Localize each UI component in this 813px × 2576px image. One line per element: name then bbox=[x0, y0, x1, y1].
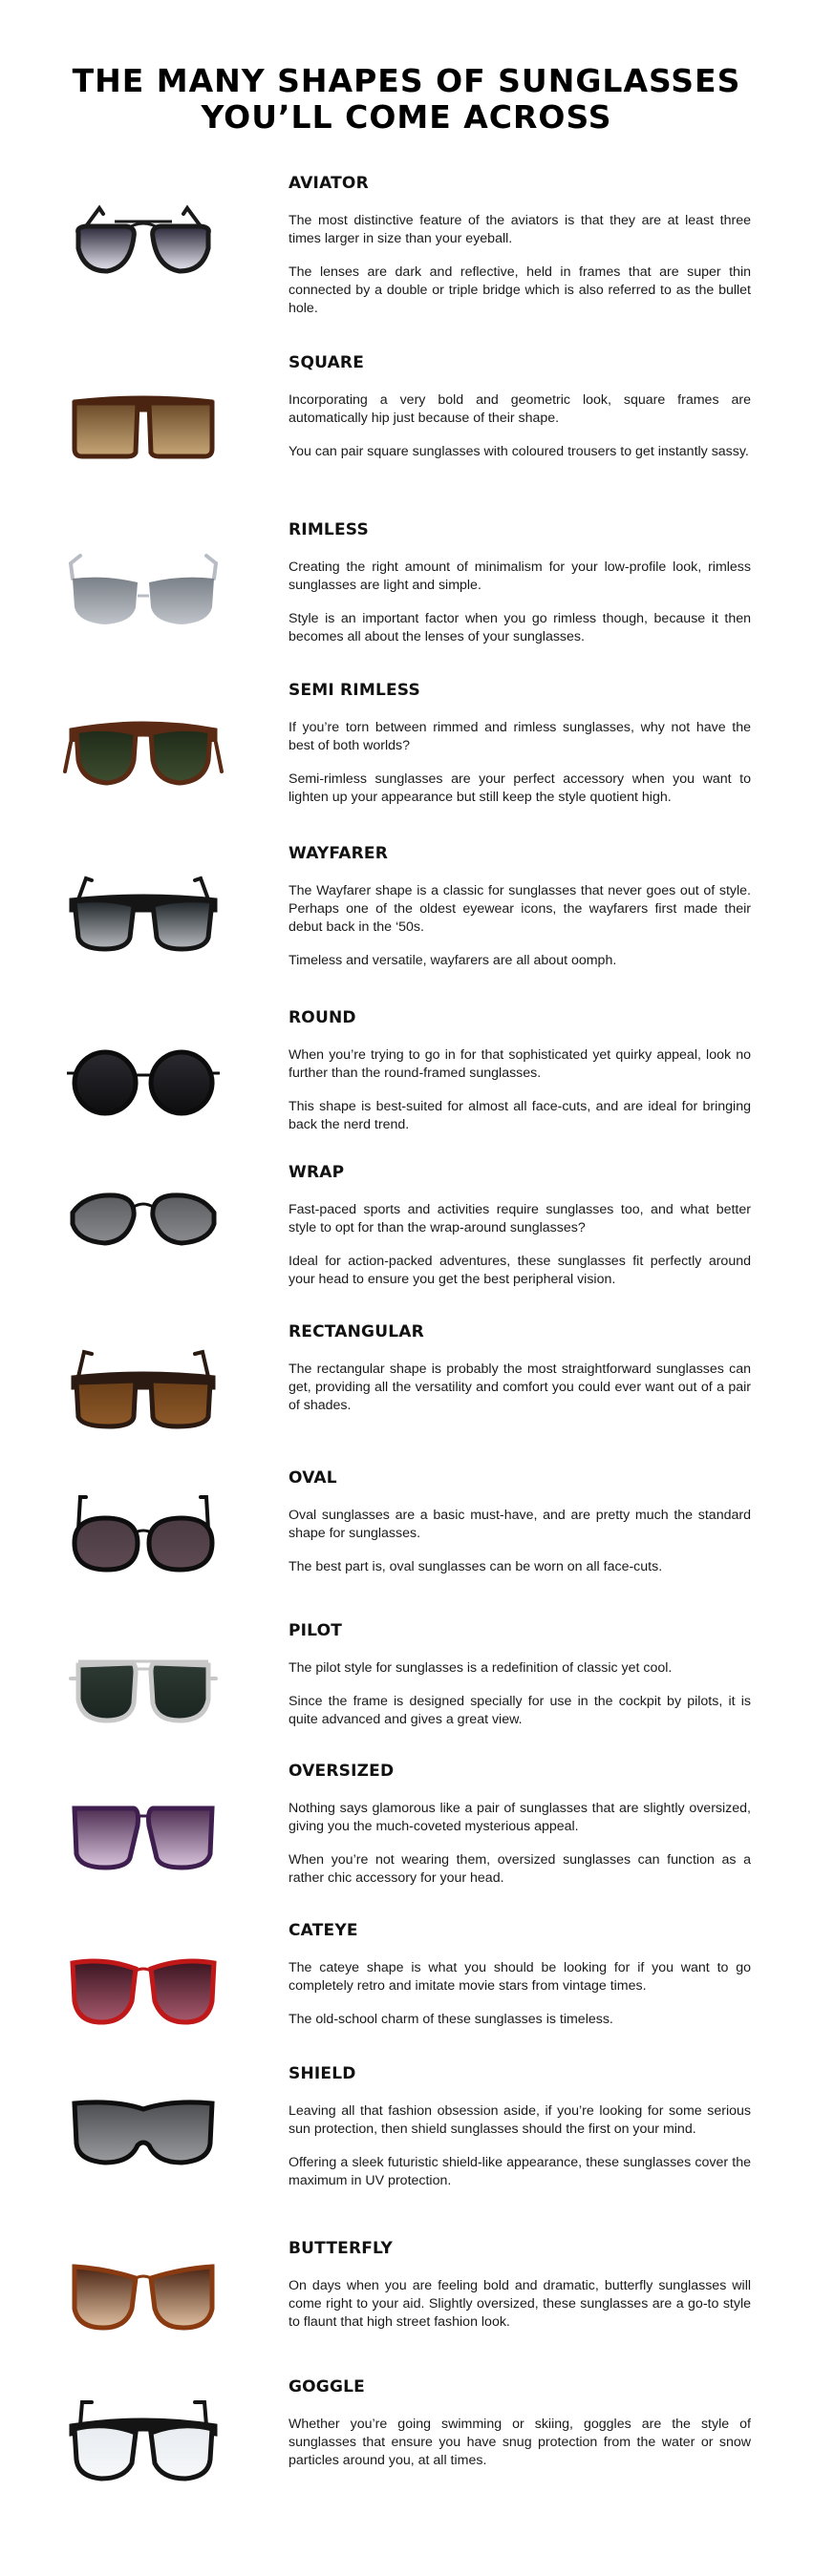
shape-paragraph: You can pair square sunglasses with coloured trousers to get instantly sassy. bbox=[289, 444, 749, 459]
shape-paragraph: The cateye shape is what you should be looking for if you want to go completely retro and imitate movie stars from vintage times. bbox=[289, 1960, 751, 1994]
aviator-sunglasses-icon bbox=[57, 201, 229, 296]
shape-paragraph: The pilot style for sunglasses is a redefinition of classic yet cool. bbox=[289, 1660, 673, 1676]
pilot-sunglasses-icon bbox=[57, 1640, 229, 1736]
shape-heading: RIMLESS bbox=[289, 520, 369, 539]
shape-description bbox=[289, 1468, 751, 1592]
shape-paragraph: Fast-paced sports and activities require sunglasses too, and what better style to opt for than the wrap-around sunglasses? bbox=[289, 1202, 751, 1235]
page-title-line-2: YOU’LL COME ACROSS bbox=[201, 98, 612, 137]
shape-heading: WRAP bbox=[289, 1163, 345, 1182]
shape-paragraph: Incorporating a very bold and geometric look, square frames are automatically hip just because of their shape. bbox=[289, 392, 751, 426]
shape-paragraph: The lenses are dark and reflective, held in frames that are super thin connected by a double or triple bridge which is also referred to as the bullet hole. bbox=[289, 264, 751, 316]
shield-sunglasses-icon bbox=[57, 2086, 229, 2182]
rimless-sunglasses-icon bbox=[57, 546, 229, 642]
shape-paragraph: The Wayfarer shape is a classic for sunglasses that never goes out of style. Perhaps one of the oldest eyewear icons, the wayfarers first made their debut back in the ‘50s. bbox=[289, 883, 751, 935]
shape-description bbox=[289, 681, 751, 822]
cateye-sunglasses-icon bbox=[57, 1942, 229, 2038]
shape-description bbox=[289, 1322, 751, 1430]
shape-paragraph: The best part is, oval sunglasses can be worn on all face-cuts. bbox=[289, 1559, 663, 1574]
shape-paragraph: Whether you’re going swimming or skiing, goggles are the style of sunglasses that ensure you have snug protection from the water or snow particles around you, at all times. bbox=[289, 2417, 751, 2468]
page-title bbox=[0, 63, 813, 136]
shape-paragraph: Ideal for action-packed adventures, these sunglasses fit perfectly around your head to ensure you get the best peripheral vision. bbox=[289, 1254, 751, 1287]
butterfly-sunglasses-icon bbox=[57, 2249, 229, 2345]
oversized-sunglasses-icon bbox=[57, 1787, 229, 1883]
shape-description bbox=[289, 353, 751, 476]
rectangular-sunglasses-icon bbox=[57, 1346, 229, 1442]
shape-paragraph: The rectangular shape is probably the most straightforward sunglasses can get, providing all the versatility and comfort you could ever want out of a pair of shades. bbox=[289, 1362, 751, 1413]
shape-paragraph: Nothing says glamorous like a pair of sunglasses that are slightly oversized, giving you the much-coveted mysterious appeal. bbox=[289, 1801, 751, 1834]
shape-paragraph: Offering a sleek futuristic shield-like appearance, these sunglasses cover the maximum in UV protection. bbox=[289, 2155, 751, 2188]
shape-heading: SQUARE bbox=[289, 353, 365, 372]
shape-heading: SEMI RIMLESS bbox=[289, 681, 420, 700]
shape-paragraph: Style is an important factor when you go rimless though, because it then becomes all about the lenses of your sunglasses. bbox=[289, 611, 751, 644]
shape-paragraph: Since the frame is designed specially for use in the cockpit by pilots, it is quite advanced and gives a great view. bbox=[289, 1694, 751, 1727]
wrap-sunglasses-icon bbox=[57, 1174, 229, 1270]
shape-paragraph: The most distinctive feature of the aviators is that they are at least three times larger in size than your eyeball. bbox=[289, 213, 751, 246]
page-title-line-1: THE MANY SHAPES OF SUNGLASSES bbox=[72, 62, 741, 100]
shape-description bbox=[289, 1621, 751, 1744]
shape-heading: PILOT bbox=[289, 1621, 343, 1640]
shape-paragraph: Semi-rimless sunglasses are your perfect accessory when you want to lighten up your appearance but still keep the style quotient high. bbox=[289, 771, 751, 805]
shape-description bbox=[289, 1008, 751, 1150]
shape-heading: SHIELD bbox=[289, 2064, 356, 2083]
shape-heading: OVAL bbox=[289, 1468, 337, 1488]
shape-description bbox=[289, 1163, 751, 1304]
shape-heading: ROUND bbox=[289, 1008, 356, 1027]
shape-description bbox=[289, 2064, 751, 2206]
shape-paragraph: If you’re torn between rimmed and rimless sunglasses, why not have the best of both worlds? bbox=[289, 720, 751, 753]
shape-paragraph: Creating the right amount of minimalism for your low-profile look, rimless sunglasses are light and simple. bbox=[289, 560, 751, 593]
shape-heading: BUTTERFLY bbox=[289, 2239, 393, 2258]
shape-heading: GOGGLE bbox=[289, 2377, 365, 2397]
shape-description bbox=[289, 174, 751, 333]
shape-description bbox=[289, 2377, 751, 2485]
semi-rimless-sunglasses-icon bbox=[57, 705, 229, 800]
oval-sunglasses-icon bbox=[57, 1491, 229, 1587]
shape-description bbox=[289, 1921, 751, 2044]
shape-paragraph: Leaving all that fashion obsession aside, if you’re looking for some serious sun protection, then shield sunglasses should the first on your mind. bbox=[289, 2103, 751, 2137]
shape-description bbox=[289, 2239, 751, 2347]
shape-paragraph: When you’re not wearing them, oversized sunglasses can function as a rather chic accessory for your head. bbox=[289, 1852, 751, 1886]
shape-heading: AVIATOR bbox=[289, 174, 369, 193]
shape-heading: OVERSIZED bbox=[289, 1762, 395, 1781]
shape-paragraph: The old-school charm of these sunglasses is timeless. bbox=[289, 2012, 613, 2027]
shape-heading: RECTANGULAR bbox=[289, 1322, 424, 1341]
shape-heading: WAYFARER bbox=[289, 844, 389, 863]
round-sunglasses-icon bbox=[57, 1033, 229, 1129]
shape-description bbox=[289, 520, 751, 662]
shape-paragraph: On days when you are feeling bold and dramatic, butterfly sunglasses will come right to your aid. Slightly oversized, these sunglasses are a go-to style to flaunt that high street fashion look. bbox=[289, 2278, 751, 2330]
shape-heading: CATEYE bbox=[289, 1921, 358, 1940]
shape-paragraph: Timeless and versatile, wayfarers are all about oomph. bbox=[289, 953, 617, 968]
goggle-sunglasses-icon bbox=[57, 2397, 229, 2492]
shape-paragraph: Oval sunglasses are a basic must-have, and are pretty much the standard shape for sunglasses. bbox=[289, 1508, 751, 1541]
shape-description bbox=[289, 1762, 751, 1903]
shape-description bbox=[289, 844, 751, 985]
wayfarer-sunglasses-icon bbox=[57, 871, 229, 966]
shape-paragraph: When you’re trying to go in for that sophisticated yet quirky appeal, look no further than the round-framed sunglasses. bbox=[289, 1047, 751, 1081]
square-sunglasses-icon bbox=[57, 380, 229, 475]
shape-paragraph: This shape is best-suited for almost all face-cuts, and are ideal for bringing back the nerd trend. bbox=[289, 1099, 751, 1132]
